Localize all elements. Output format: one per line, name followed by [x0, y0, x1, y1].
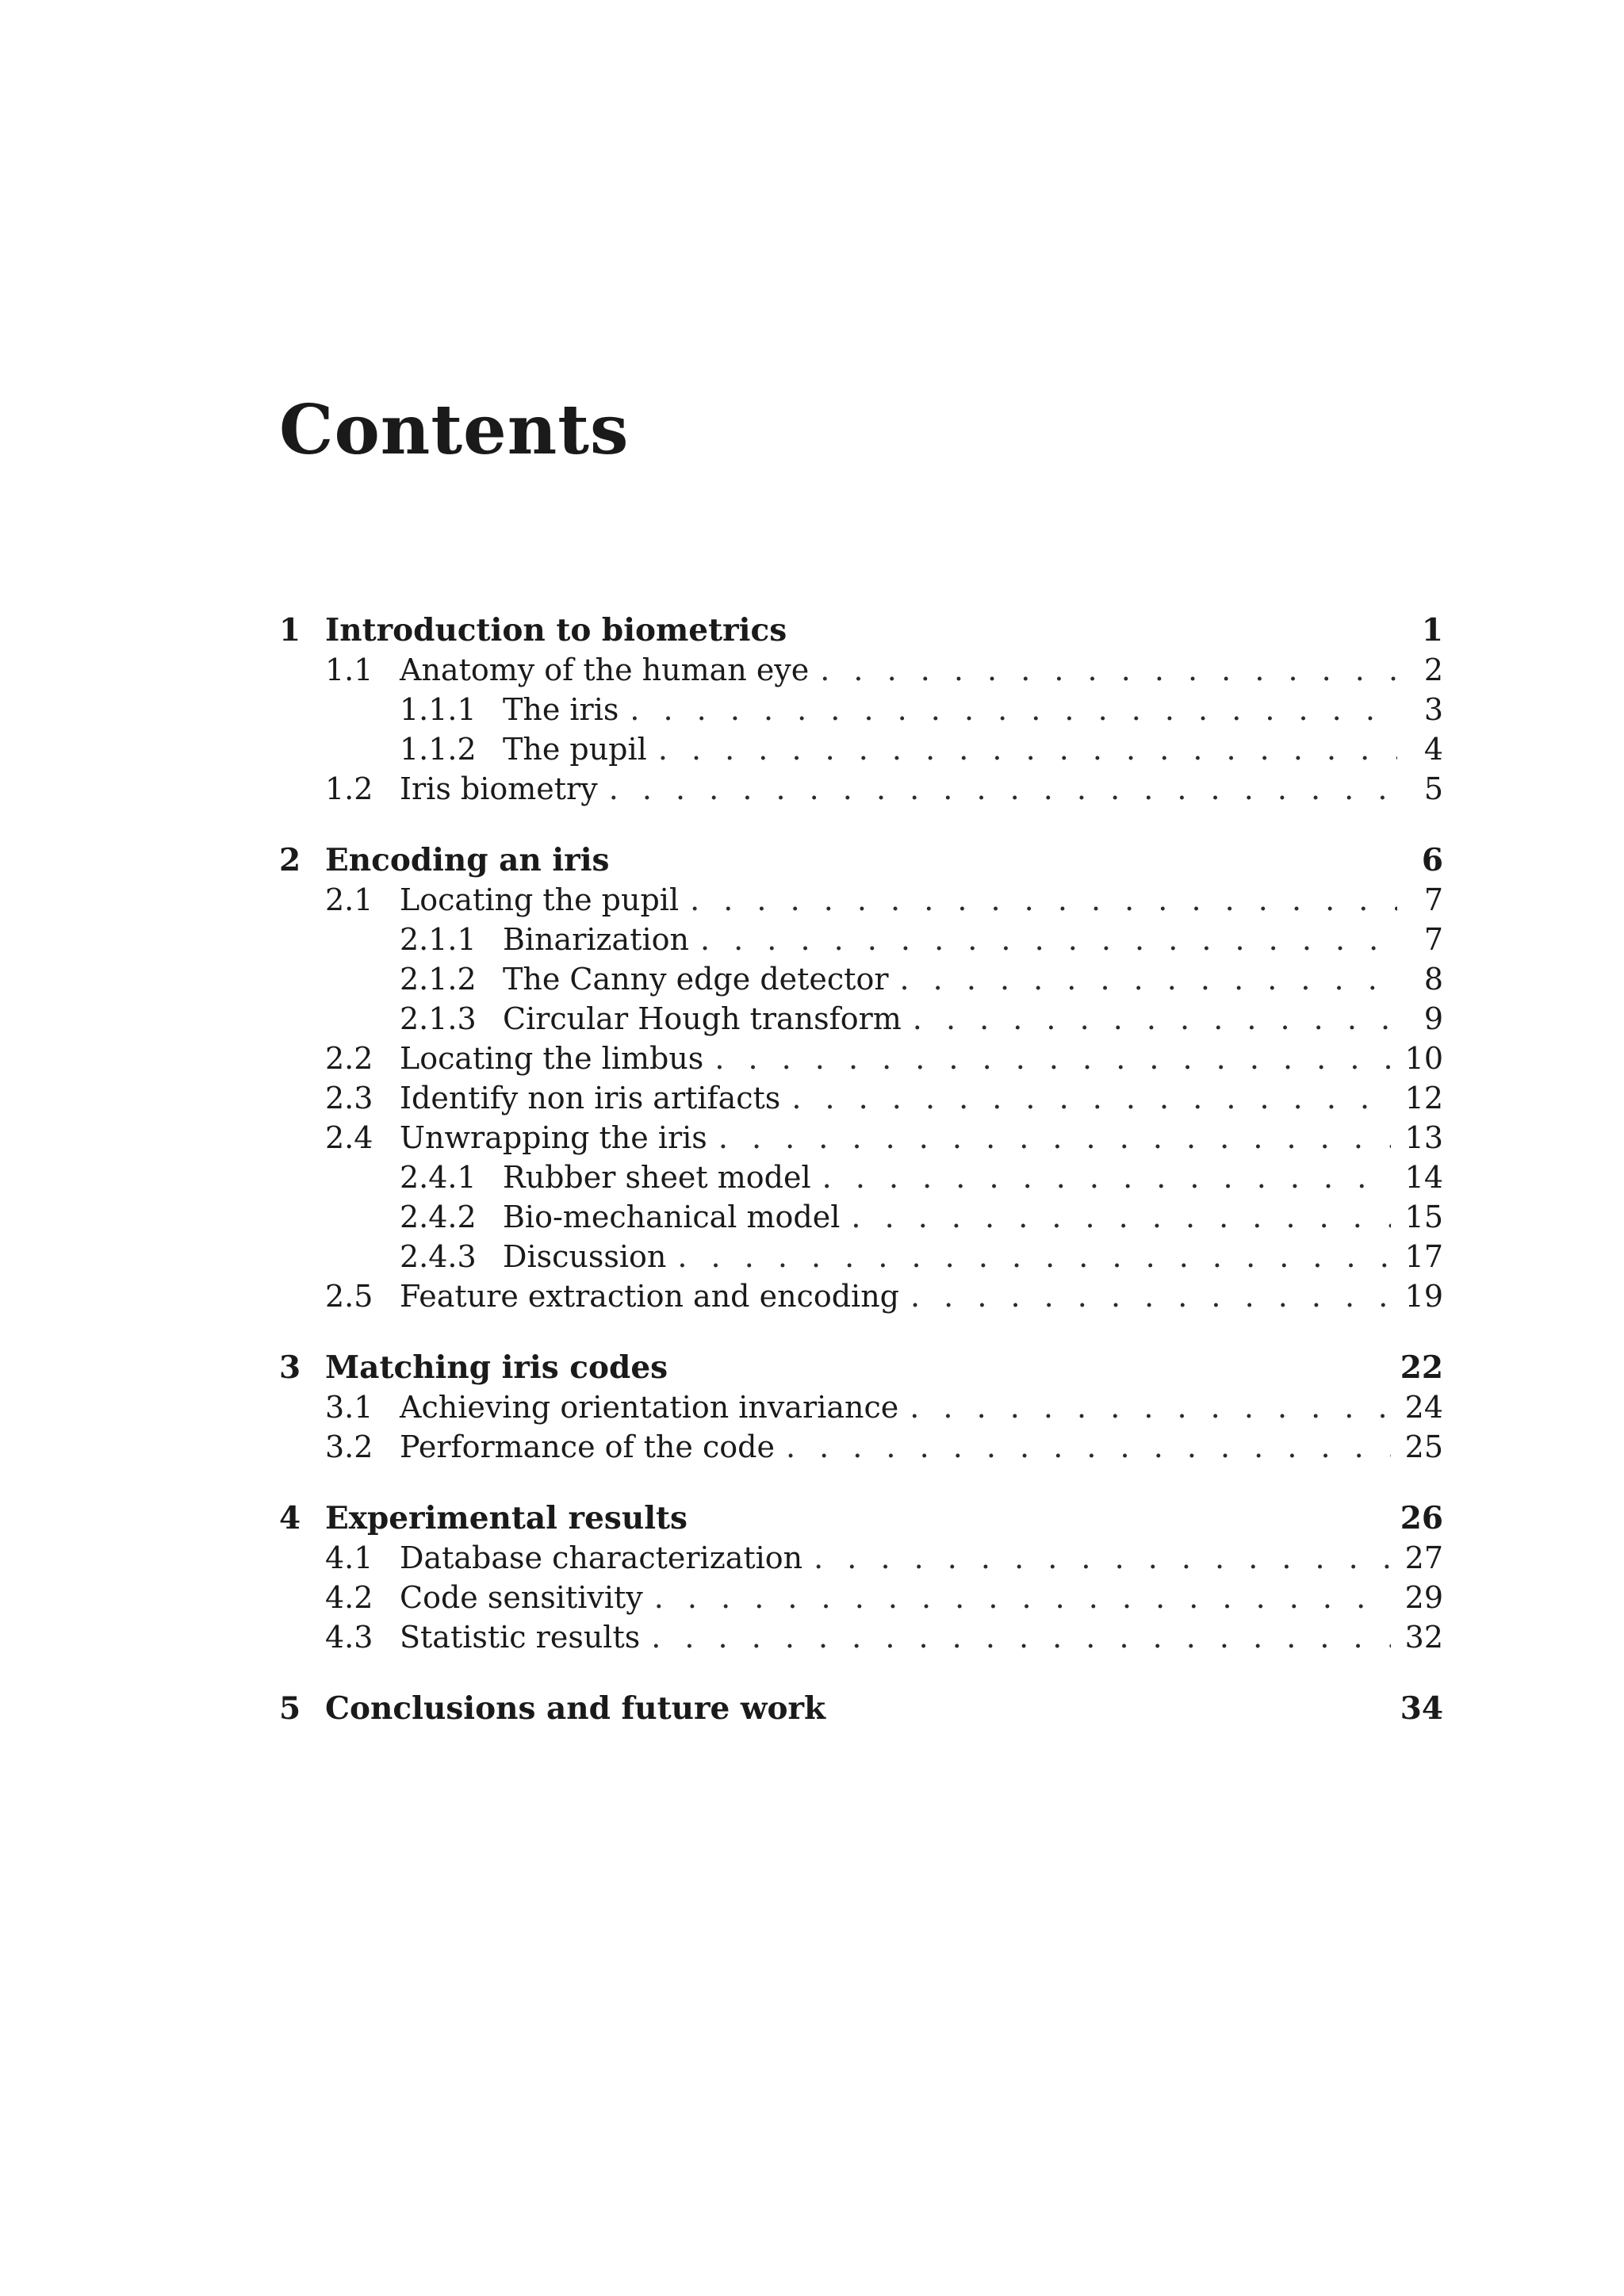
- chapter-number: 4: [279, 1500, 301, 1536]
- section-title: Iris biometry: [400, 771, 598, 806]
- section-title: Circular Hough transform: [503, 1001, 902, 1036]
- section-title: Binarization: [503, 922, 689, 957]
- toc-section[interactable]: [279, 650, 1443, 690]
- toc-chapter-heading[interactable]: [279, 1348, 1443, 1387]
- section-page-number: 5: [1423, 771, 1443, 806]
- section-number: 2.2: [325, 1041, 373, 1076]
- section-number: 2.4.3: [400, 1239, 477, 1274]
- section-page-number: 10: [1404, 1041, 1443, 1076]
- toc-chapter: [279, 1689, 1443, 1728]
- chapter-page-number: 26: [1400, 1500, 1443, 1536]
- section-page-number: 15: [1404, 1200, 1443, 1234]
- toc-chapter-heading[interactable]: [279, 610, 1443, 650]
- section-page-number: 17: [1404, 1239, 1443, 1274]
- dot-leader: [910, 1387, 1390, 1427]
- chapter-title: Experimental results: [325, 1500, 688, 1536]
- section-title: Statistic results: [400, 1620, 641, 1655]
- section-page-number: 12: [1404, 1081, 1443, 1115]
- toc-subsection[interactable]: [279, 1197, 1443, 1237]
- section-number: 1.2: [325, 771, 373, 806]
- section-number: 2.3: [325, 1081, 373, 1115]
- toc-chapter-heading[interactable]: [279, 1498, 1443, 1538]
- dot-leader: [822, 1158, 1391, 1197]
- toc-section[interactable]: [279, 1276, 1443, 1316]
- section-number: 1.1: [325, 652, 373, 687]
- section-page-number: 8: [1423, 962, 1443, 997]
- section-number: 2.4.1: [400, 1160, 477, 1195]
- section-number: 2.4: [325, 1120, 373, 1155]
- dot-leader: [814, 1538, 1391, 1578]
- toc-section[interactable]: [279, 1427, 1443, 1467]
- toc-subsection[interactable]: [279, 1237, 1443, 1276]
- table-of-contents: [279, 610, 1443, 1760]
- section-title: Achieving orientation invariance: [400, 1390, 899, 1425]
- toc-chapter: [279, 1348, 1443, 1467]
- toc-subsection[interactable]: [279, 959, 1443, 999]
- section-title: Performance of the code: [400, 1429, 775, 1464]
- toc-section[interactable]: [279, 769, 1443, 809]
- chapter-page-number: 6: [1421, 842, 1443, 878]
- toc-section[interactable]: [279, 880, 1443, 920]
- section-title: Unwrapping the iris: [400, 1120, 707, 1155]
- chapter-title: Matching iris codes: [325, 1349, 668, 1386]
- dot-leader: [677, 1237, 1390, 1276]
- chapter-number: 2: [279, 842, 301, 878]
- chapter-title: Conclusions and future work: [325, 1690, 826, 1727]
- chapter-number: 3: [279, 1349, 301, 1386]
- toc-section[interactable]: [279, 1617, 1443, 1657]
- toc-section[interactable]: [279, 1078, 1443, 1118]
- dot-leader: [786, 1427, 1391, 1467]
- toc-subsection[interactable]: [279, 999, 1443, 1039]
- dot-leader: [651, 1617, 1390, 1657]
- section-number: 4.1: [325, 1540, 373, 1575]
- toc-chapter: [279, 840, 1443, 1316]
- chapter-page-number: 34: [1400, 1690, 1443, 1727]
- section-page-number: 4: [1423, 732, 1443, 767]
- section-page-number: 2: [1423, 652, 1443, 687]
- chapter-page-number: 1: [1421, 612, 1443, 649]
- section-title: Identify non iris artifacts: [400, 1081, 781, 1115]
- section-title: The iris: [503, 692, 619, 727]
- section-page-number: 29: [1404, 1580, 1443, 1615]
- dot-leader: [690, 880, 1397, 920]
- toc-section[interactable]: [279, 1039, 1443, 1078]
- section-page-number: 19: [1404, 1279, 1443, 1314]
- section-number: 2.1.2: [400, 962, 477, 997]
- section-number: 1.1.2: [400, 732, 477, 767]
- section-number: 3.1: [325, 1390, 373, 1425]
- toc-subsection[interactable]: [279, 690, 1443, 729]
- toc-section[interactable]: [279, 1118, 1443, 1158]
- section-page-number: 9: [1423, 1001, 1443, 1036]
- section-number: 2.1: [325, 882, 373, 917]
- toc-subsection[interactable]: [279, 729, 1443, 769]
- dot-leader: [820, 650, 1397, 690]
- section-number: 4.3: [325, 1620, 373, 1655]
- section-page-number: 7: [1423, 882, 1443, 917]
- section-title: Locating the limbus: [400, 1041, 704, 1076]
- section-title: Discussion: [503, 1239, 667, 1274]
- toc-subsection[interactable]: [279, 1158, 1443, 1197]
- dot-leader: [900, 959, 1398, 999]
- section-page-number: 14: [1404, 1160, 1443, 1195]
- section-number: 2.1.1: [400, 922, 477, 957]
- section-number: 2.5: [325, 1279, 373, 1314]
- dot-leader: [718, 1118, 1391, 1158]
- section-page-number: 24: [1404, 1390, 1443, 1425]
- dot-leader: [913, 999, 1397, 1039]
- page-title: Contents: [279, 390, 630, 470]
- chapter-title: Encoding an iris: [325, 842, 610, 878]
- section-number: 2.4.2: [400, 1200, 477, 1234]
- section-title: Code sensitivity: [400, 1580, 643, 1615]
- chapter-number: 5: [279, 1690, 301, 1727]
- section-number: 4.2: [325, 1580, 373, 1615]
- section-page-number: 13: [1404, 1120, 1443, 1155]
- toc-section[interactable]: [279, 1387, 1443, 1427]
- section-page-number: 3: [1423, 692, 1443, 727]
- section-title: The Canny edge detector: [503, 962, 889, 997]
- section-number: 2.1.3: [400, 1001, 477, 1036]
- dot-leader: [658, 729, 1397, 769]
- toc-chapter: [279, 610, 1443, 809]
- section-number: 3.2: [325, 1429, 373, 1464]
- dot-leader: [654, 1578, 1391, 1617]
- toc-section[interactable]: [279, 1578, 1443, 1617]
- section-page-number: 7: [1423, 922, 1443, 957]
- section-title: Locating the pupil: [400, 882, 680, 917]
- section-title: Database characterization: [400, 1540, 803, 1575]
- toc-chapter-heading[interactable]: [279, 1689, 1443, 1728]
- section-title: Feature extraction and encoding: [400, 1279, 899, 1314]
- section-title: Anatomy of the human eye: [400, 652, 810, 687]
- section-page-number: 32: [1404, 1620, 1443, 1655]
- dot-leader: [791, 1078, 1390, 1118]
- section-title: The pupil: [503, 732, 647, 767]
- chapter-number: 1: [279, 612, 301, 649]
- section-page-number: 25: [1404, 1429, 1443, 1464]
- dot-leader: [910, 1276, 1391, 1316]
- dot-leader: [630, 690, 1397, 729]
- dot-leader: [609, 769, 1397, 809]
- section-page-number: 27: [1404, 1540, 1443, 1575]
- section-title: Rubber sheet model: [503, 1160, 811, 1195]
- chapter-page-number: 22: [1400, 1349, 1443, 1386]
- section-number: 1.1.1: [400, 692, 477, 727]
- toc-chapter-heading[interactable]: [279, 840, 1443, 880]
- toc-section[interactable]: [279, 1538, 1443, 1578]
- dot-leader: [851, 1197, 1390, 1237]
- dot-leader: [700, 920, 1397, 959]
- dot-leader: [714, 1039, 1390, 1078]
- toc-subsection[interactable]: [279, 920, 1443, 959]
- chapter-title: Introduction to biometrics: [325, 612, 787, 649]
- section-title: Bio-mechanical model: [503, 1200, 841, 1234]
- toc-chapter: [279, 1498, 1443, 1657]
